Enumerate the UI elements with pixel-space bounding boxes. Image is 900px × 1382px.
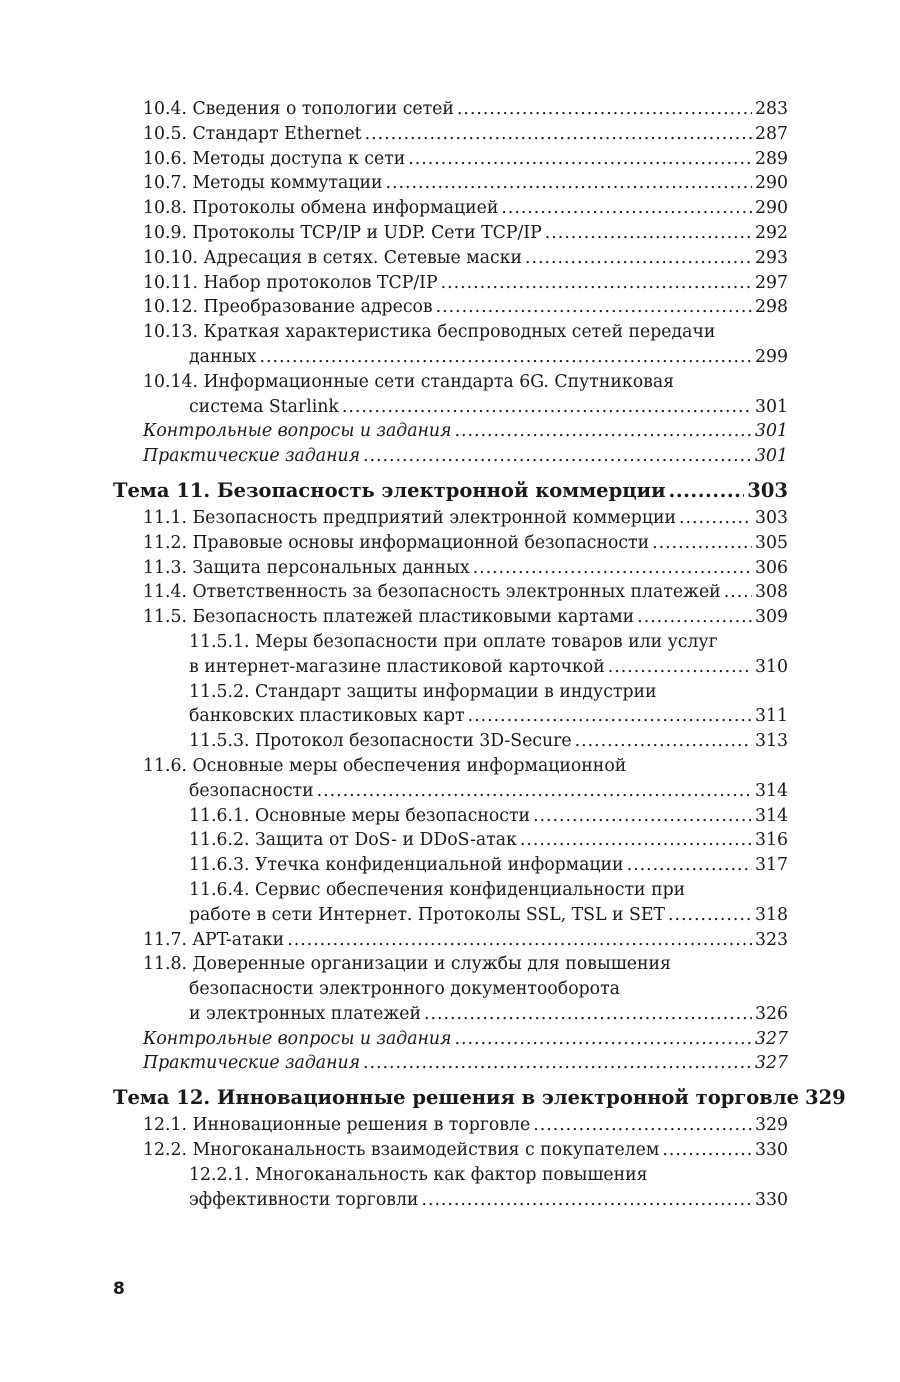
toc-entry-page: 289 <box>755 148 788 169</box>
toc-entry-title: 10.12. Преобразование адресов <box>143 297 433 318</box>
toc-subentry <box>113 1163 788 1213</box>
toc-leader <box>520 828 752 853</box>
toc-entry-title-line: и электронных платежей <box>189 1003 421 1024</box>
toc-entry-page: 330 <box>755 1140 788 1161</box>
table-of-contents <box>113 97 846 1212</box>
toc-entry-page: 310 <box>755 656 788 677</box>
toc-entry <box>113 580 788 605</box>
toc-entry <box>113 122 788 147</box>
toc-entry-title: 11.6.3. Утечка конфиденциальной информации <box>189 855 624 876</box>
toc-entry-page: 327 <box>755 1053 788 1074</box>
toc-leader <box>668 903 752 928</box>
toc-leader <box>525 246 752 271</box>
toc-entry <box>113 754 788 804</box>
toc-leader <box>608 655 752 680</box>
toc-subentry <box>113 729 788 754</box>
toc-entry-title: 11.1. Безопасность предприятий электронной коммерции <box>143 507 677 528</box>
toc-leader <box>441 271 752 296</box>
toc-entry-title-line: работе в сети Интернет. Протоколы SSL, TSL и SET <box>189 904 665 925</box>
toc-entry <box>113 605 788 630</box>
toc-entry-title: 10.4. Сведения о топологии сетей <box>143 99 454 119</box>
toc-leader <box>365 122 752 147</box>
toc-entry-title: 10.10. Адресация в сетях. Сетевые маски <box>143 247 522 268</box>
toc-entry-title-line: данных <box>189 346 257 367</box>
toc-entry <box>113 295 788 320</box>
toc-entry-page: 301 <box>755 421 788 442</box>
toc-entry <box>113 370 788 420</box>
toc-leader <box>679 506 752 531</box>
toc-entry-title: 11.7. APT-атаки <box>143 929 285 950</box>
toc-entry <box>113 952 788 1026</box>
toc-entry-page: 327 <box>755 1028 788 1049</box>
toc-leader <box>454 419 752 444</box>
toc-leader <box>669 478 745 504</box>
toc-leader <box>342 395 752 420</box>
toc-entry-title: 12.2. Многоканальность взаимодействия с покупателем <box>143 1140 660 1161</box>
toc-entry <box>113 928 788 953</box>
toc-entry-page: 314 <box>755 780 788 801</box>
toc-entry-title-line: эффективности торговли <box>189 1189 419 1210</box>
toc-entry <box>113 221 788 246</box>
toc-leader <box>363 444 752 469</box>
toc-entry-title: Практические задания <box>143 446 361 467</box>
toc-leader <box>436 295 752 320</box>
toc-entry-page: 329 <box>755 1115 788 1136</box>
toc-entry-title-line: в интернет-магазине пластиковой карточкой <box>189 656 605 677</box>
toc-entry-page: 311 <box>755 706 788 727</box>
toc-entry <box>113 1113 788 1138</box>
toc-leader <box>408 147 752 172</box>
toc-entry-title: Контрольные вопросы и задания <box>143 421 452 442</box>
toc-entry-title-line: система Starlink <box>189 396 339 417</box>
toc-leader <box>545 221 752 246</box>
toc-leader <box>637 605 752 630</box>
toc-leader <box>457 97 752 122</box>
toc-entry-questions <box>113 1027 788 1052</box>
toc-entry-page: 314 <box>755 805 788 826</box>
toc-entry <box>113 556 788 581</box>
toc-entry-title: 10.11. Набор протоколов TCP/IP <box>143 272 438 293</box>
toc-entry-page: 318 <box>755 904 788 925</box>
toc-entry-page: 308 <box>755 582 788 603</box>
toc-leader <box>424 1002 752 1027</box>
toc-leader <box>662 1138 752 1163</box>
toc-entry-page: 317 <box>755 855 788 876</box>
toc-entry <box>113 147 788 172</box>
toc-entry <box>113 171 788 196</box>
toc-entry-page: 305 <box>755 532 788 553</box>
toc-entry-title: 11.5.3. Протокол безопасности 3D-Secure <box>189 731 572 752</box>
toc-entry-title: Контрольные вопросы и задания <box>143 1028 452 1049</box>
toc-entry-title: 11.4. Ответственность за безопасность электронных платежей <box>143 582 721 603</box>
toc-leader <box>473 556 752 581</box>
toc-entry <box>113 506 788 531</box>
toc-entry-page: 301 <box>755 446 788 467</box>
toc-entry-page: 292 <box>755 222 788 243</box>
toc-leader <box>575 729 752 754</box>
toc-subentry <box>113 804 788 829</box>
toc-leader <box>468 704 752 729</box>
toc-entry-title: 10.6. Методы доступа к сети <box>143 148 406 169</box>
toc-entry-title-line: 11.6. Основные меры обеспечения информационной <box>143 755 627 776</box>
toc-leader <box>454 1027 752 1052</box>
toc-entry-page: 326 <box>755 1003 788 1024</box>
toc-entry-title: 10.9. Протоколы TCP/IP и UDP. Сети TCP/IP <box>143 222 542 243</box>
toc-leader <box>533 1113 752 1138</box>
toc-entry <box>113 271 788 296</box>
toc-leader <box>287 928 752 953</box>
toc-entry-page: 301 <box>755 396 788 417</box>
toc-entry-title-line: безопасности электронного документооборота <box>189 979 620 1000</box>
toc-leader <box>363 1051 752 1076</box>
toc-leader <box>724 580 752 605</box>
toc-entry-page: 303 <box>755 507 788 528</box>
toc-entry-page: 306 <box>755 557 788 578</box>
toc-subentry <box>113 630 788 680</box>
page-number: 8 <box>113 1279 125 1299</box>
toc-leader <box>386 171 752 196</box>
toc-entry-title: 11.5. Безопасность платежей пластиковыми картами <box>143 607 635 628</box>
toc-entry <box>113 246 788 271</box>
toc-entry-title-line: 11.6.4. Сервис обеспечения конфиденциальности при <box>189 879 686 900</box>
toc-entry-title-line: банковских пластиковых карт <box>189 706 465 727</box>
toc-entry-title: 10.7. Методы коммутации <box>143 173 383 194</box>
toc-entry-title: 11.6.2. Защита от DoS- и DDoS-атак <box>189 830 517 851</box>
toc-entry-tasks <box>113 1051 788 1076</box>
toc-entry <box>113 97 788 122</box>
toc-entry-title-line: 10.14. Информационные сети стандарта 6G. Спутниковая <box>143 371 675 392</box>
toc-entry-page: 287 <box>755 123 788 144</box>
toc-entry-tasks <box>113 444 788 469</box>
toc-entry-title-line: 10.13. Краткая характеристика беспроводных сетей передачи <box>143 322 716 343</box>
toc-entry-title: 11.2. Правовые основы информационной безопасности <box>143 532 650 553</box>
toc-entry-page: 299 <box>755 346 788 367</box>
toc-entry-title-line: безопасности <box>189 780 314 801</box>
toc-topic-heading <box>113 478 788 504</box>
toc-entry-title: 12.1. Инновационные решения в торговле <box>143 1115 531 1136</box>
toc-entry-title-line: 12.2.1. Многоканальность как фактор повышения <box>189 1164 648 1185</box>
toc-subentry <box>113 828 788 853</box>
toc-entry-page: 330 <box>755 1189 788 1210</box>
toc-entry-page: 329 <box>805 1086 846 1110</box>
toc-leader <box>317 779 752 804</box>
toc-leader <box>627 853 752 878</box>
toc-entry-page: 297 <box>755 272 788 293</box>
toc-entry-title-line: 11.8. Доверенные организации и службы для повышения <box>143 954 671 975</box>
toc-topic-title: Тема 12. Инновационные решения в электронной торговле <box>113 1086 800 1110</box>
toc-entry-page: 303 <box>747 478 788 502</box>
toc-leader <box>533 804 752 829</box>
toc-leader <box>501 196 752 221</box>
toc-entry-page: 298 <box>755 297 788 318</box>
toc-entry-page: 323 <box>755 929 788 950</box>
toc-entry <box>113 531 788 556</box>
toc-entry <box>113 1138 788 1163</box>
toc-entry-page: 293 <box>755 247 788 268</box>
toc-topic-title: Тема 11. Безопасность электронной коммерции <box>113 478 666 502</box>
toc-subentry <box>113 853 788 878</box>
toc-subentry <box>113 680 788 730</box>
toc-entry-title: 10.5. Стандарт Ethernet <box>143 123 362 144</box>
toc-entry-page: 283 <box>755 99 788 119</box>
toc-entry-title: 10.8. Протоколы обмена информацией <box>143 198 499 219</box>
toc-entry-page: 316 <box>755 830 788 851</box>
toc-entry-page: 290 <box>755 198 788 219</box>
toc-entry-title: Практические задания <box>143 1053 361 1074</box>
toc-entry-questions <box>113 419 788 444</box>
toc-entry-title-line: 11.5.1. Меры безопасности при оплате товаров или услуг <box>189 631 718 652</box>
toc-entry-page: 313 <box>755 731 788 752</box>
toc-entry-title: 11.3. Защита персональных данных <box>143 557 470 578</box>
toc-entry-page: 309 <box>755 607 788 628</box>
toc-subentry <box>113 878 788 928</box>
toc-entry <box>113 320 788 370</box>
toc-entry <box>113 196 788 221</box>
toc-leader <box>652 531 752 556</box>
toc-topic-heading <box>113 1085 846 1111</box>
toc-entry-title: 11.6.1. Основные меры безопасности <box>189 805 531 826</box>
toc-entry-page: 290 <box>755 173 788 194</box>
toc-entry-title-line: 11.5.2. Стандарт защиты информации в индустрии <box>189 681 657 702</box>
toc-leader <box>259 345 752 370</box>
toc-leader <box>421 1188 752 1213</box>
